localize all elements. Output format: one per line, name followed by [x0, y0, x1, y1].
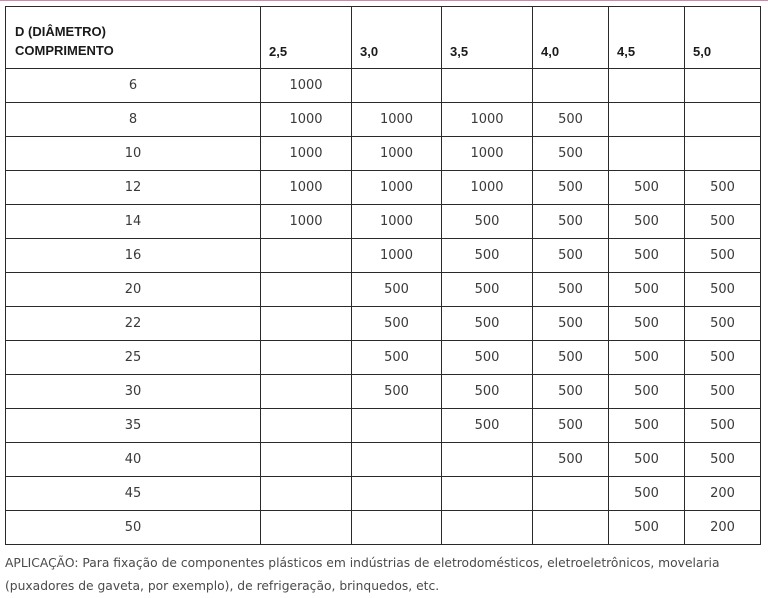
quantity-cell: [533, 511, 609, 545]
quantity-table: [5, 6, 761, 545]
quantity-cell: 500: [533, 341, 609, 375]
diameter-header: 3,0: [352, 7, 442, 69]
quantity-cell: [261, 511, 352, 545]
quantity-cell: [352, 69, 442, 103]
quantity-cell: 1000: [442, 137, 533, 171]
length-cell: 12: [6, 171, 261, 205]
quantity-cell: 500: [685, 171, 761, 205]
quantity-cell: 500: [609, 477, 685, 511]
quantity-cell: 1000: [261, 69, 352, 103]
length-cell: 6: [6, 69, 261, 103]
quantity-cell: 500: [685, 205, 761, 239]
table-row: [6, 171, 761, 205]
quantity-cell: 500: [609, 511, 685, 545]
quantity-cell: 500: [533, 307, 609, 341]
quantity-cell: [261, 443, 352, 477]
table-body: [6, 69, 761, 545]
quantity-cell: 500: [609, 239, 685, 273]
quantity-cell: 1000: [261, 205, 352, 239]
quantity-cell: [442, 443, 533, 477]
length-cell: 22: [6, 307, 261, 341]
quantity-cell: 500: [609, 307, 685, 341]
quantity-cell: 1000: [352, 239, 442, 273]
diameter-header: 4,5: [609, 7, 685, 69]
quantity-cell: 500: [442, 307, 533, 341]
application-note: APLICAÇÃO: Para fixação de componentes plásticos em indústrias de eletrodomésticos, eletroeletrônicos, movelaria (puxadores de gaveta, por exemplo), de refrigeração, brinquedos, etc.: [5, 556, 720, 593]
diameter-header: 2,5: [261, 7, 352, 69]
header-row: [6, 7, 761, 69]
length-cell: 10: [6, 137, 261, 171]
quantity-cell: 500: [609, 443, 685, 477]
quantity-cell: 500: [685, 375, 761, 409]
diameter-header: 5,0: [685, 7, 761, 69]
quantity-cell: [261, 273, 352, 307]
quantity-cell: 500: [609, 171, 685, 205]
quantity-cell: 500: [685, 307, 761, 341]
quantity-cell: 500: [533, 103, 609, 137]
quantity-cell: 500: [685, 443, 761, 477]
quantity-cell: 500: [533, 443, 609, 477]
quantity-cell: 500: [442, 239, 533, 273]
length-cell: 8: [6, 103, 261, 137]
quantity-cell: [352, 511, 442, 545]
quantity-cell: [352, 477, 442, 511]
length-cell: 50: [6, 511, 261, 545]
table-row: [6, 103, 761, 137]
top-divider-line: [0, 0, 768, 1]
quantity-cell: 1000: [261, 171, 352, 205]
table-row: [6, 137, 761, 171]
quantity-cell: 1000: [261, 103, 352, 137]
quantity-cell: [261, 375, 352, 409]
quantity-cell: [261, 307, 352, 341]
length-cell: 45: [6, 477, 261, 511]
quantity-cell: 1000: [442, 171, 533, 205]
quantity-cell: 500: [442, 375, 533, 409]
quantity-cell: 500: [352, 307, 442, 341]
quantity-cell: [685, 103, 761, 137]
quantity-cell: 1000: [352, 171, 442, 205]
quantity-cell: 500: [685, 341, 761, 375]
quantity-cell: [685, 69, 761, 103]
quantity-cell: 500: [609, 409, 685, 443]
quantity-cell: 500: [442, 409, 533, 443]
quantity-cell: [685, 137, 761, 171]
quantity-cell: 500: [442, 341, 533, 375]
quantity-cell: [533, 477, 609, 511]
quantity-cell: 500: [533, 409, 609, 443]
quantity-cell: [609, 103, 685, 137]
table-row: [6, 239, 761, 273]
quantity-cell: 1000: [261, 137, 352, 171]
quantity-cell: 500: [609, 273, 685, 307]
quantity-cell: 500: [609, 205, 685, 239]
corner-header: [6, 7, 261, 69]
quantity-cell: 500: [533, 375, 609, 409]
table-row: [6, 273, 761, 307]
diameter-label: D (DIÂMETRO): [15, 24, 106, 39]
quantity-cell: 500: [533, 137, 609, 171]
quantity-cell: 500: [352, 273, 442, 307]
table-row: [6, 307, 761, 341]
table-row: [6, 443, 761, 477]
quantity-cell: [609, 69, 685, 103]
table-row: [6, 409, 761, 443]
quantity-cell: 500: [442, 273, 533, 307]
quantity-cell: 500: [685, 239, 761, 273]
quantity-cell: 500: [352, 341, 442, 375]
quantity-cell: 500: [609, 375, 685, 409]
quantity-cell: 500: [352, 375, 442, 409]
quantity-cell: 1000: [352, 103, 442, 137]
quantity-cell: 500: [442, 205, 533, 239]
length-cell: 30: [6, 375, 261, 409]
quantity-cell: [261, 477, 352, 511]
quantity-cell: 1000: [352, 205, 442, 239]
quantity-cell: [261, 239, 352, 273]
length-cell: 40: [6, 443, 261, 477]
quantity-cell: 500: [609, 341, 685, 375]
diameter-header: 4,0: [533, 7, 609, 69]
table-row: [6, 511, 761, 545]
quantity-cell: 500: [533, 239, 609, 273]
quantity-cell: 500: [533, 205, 609, 239]
quantity-cell: 500: [533, 273, 609, 307]
table-row: [6, 205, 761, 239]
table-row: [6, 477, 761, 511]
table-row: [6, 341, 761, 375]
length-cell: 16: [6, 239, 261, 273]
quantity-cell: [609, 137, 685, 171]
quantity-cell: 500: [533, 171, 609, 205]
quantity-cell: [442, 511, 533, 545]
table-row: [6, 69, 761, 103]
quantity-cell: [352, 409, 442, 443]
quantity-cell: [261, 341, 352, 375]
length-label: COMPRIMENTO: [15, 43, 114, 58]
quantity-cell: [352, 443, 442, 477]
quantity-cell: 500: [685, 409, 761, 443]
quantity-cell: 200: [685, 511, 761, 545]
length-cell: 25: [6, 341, 261, 375]
quantity-cell: 200: [685, 477, 761, 511]
quantity-cell: 500: [685, 273, 761, 307]
quantity-cell: [442, 477, 533, 511]
length-cell: 14: [6, 205, 261, 239]
length-cell: 20: [6, 273, 261, 307]
quantity-cell: 1000: [352, 137, 442, 171]
quantity-cell: 1000: [442, 103, 533, 137]
table-row: [6, 375, 761, 409]
quantity-cell: [261, 409, 352, 443]
quantity-cell: [442, 69, 533, 103]
length-cell: 35: [6, 409, 261, 443]
quantity-cell: [533, 69, 609, 103]
diameter-header: 3,5: [442, 7, 533, 69]
